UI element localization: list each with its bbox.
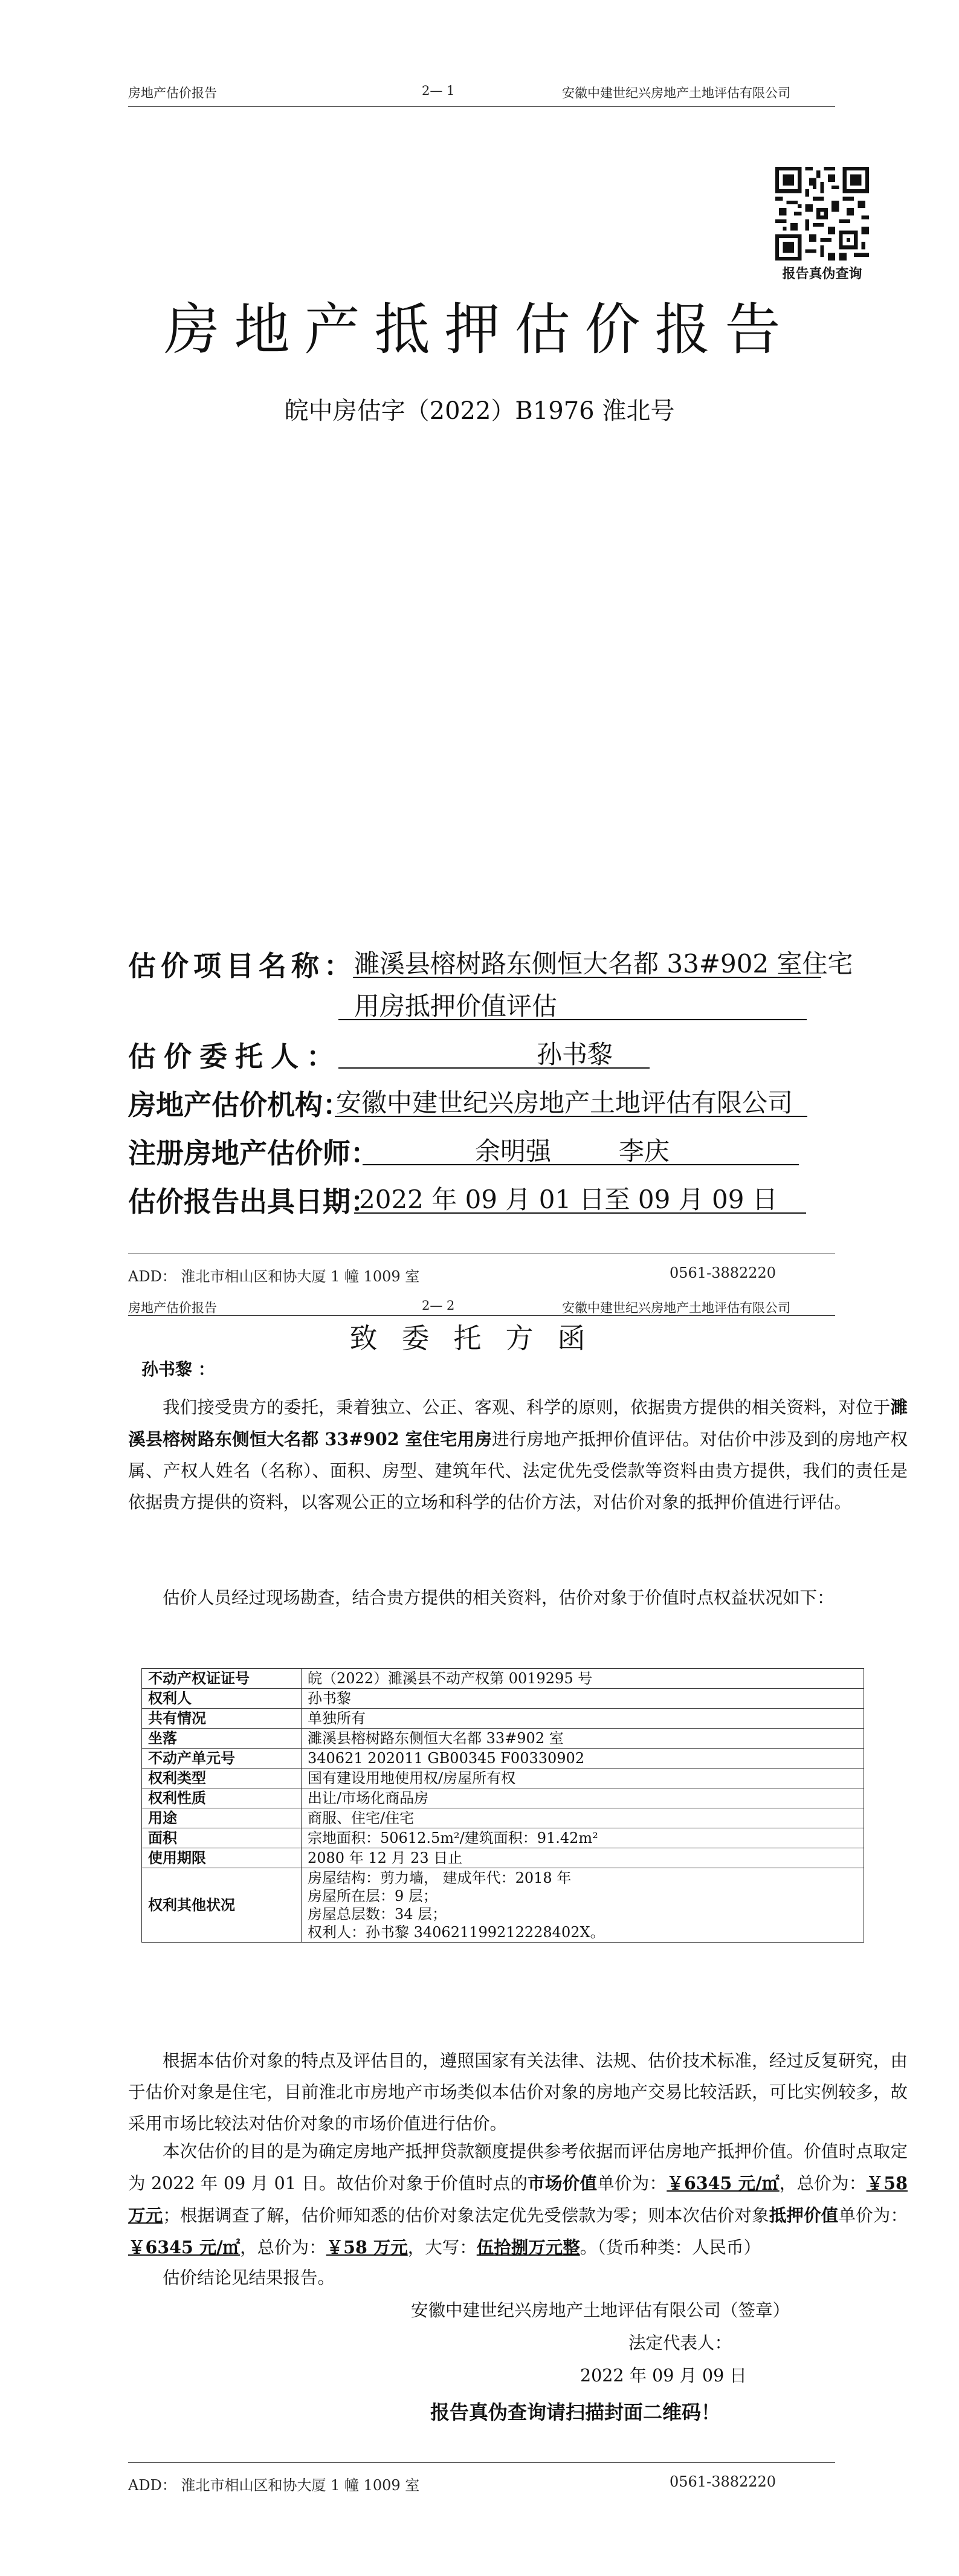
table-key-cell: 权利其他状况 — [142, 1868, 302, 1943]
table-value-line: 340621 202011 GB00345 F00330902 — [308, 1750, 585, 1767]
letter-paragraph-5: 估价结论见结果报告。 — [163, 2268, 335, 2288]
table-value-line: 国有建设用地使用权/房屋所有权 — [308, 1770, 516, 1787]
table-key-cell: 不动产单元号 — [142, 1749, 302, 1769]
page1-header-page-number: 2— 1 — [422, 83, 455, 98]
property-rights-table — [141, 1668, 864, 1943]
table-key-cell: 权利类型 — [142, 1769, 302, 1788]
project-name-underline-2 — [338, 1019, 807, 1020]
table-key-cell: 面积 — [142, 1828, 302, 1848]
verification-note: 报告真伪查询请扫描封面二维码！ — [430, 2401, 721, 2424]
table-value-line: 皖（2022）濉溪县不动产权第 0019295 号 — [308, 1670, 593, 1687]
project-name-line1: 濉溪县榕树路东侧恒大名都 33#902 室住宅 — [354, 949, 853, 979]
mortgage-value-label: 抵押价值 — [769, 2205, 839, 2225]
mortgage-total-price: ￥58 万元 — [326, 2237, 408, 2257]
market-total-price: ￥58 万元 — [128, 2173, 908, 2225]
letter-salutation: 孙书黎 ： — [141, 1359, 215, 1379]
report-date-label: 估价报告出具日期： — [128, 1185, 378, 1218]
table-value-cell — [302, 1689, 864, 1709]
page2-header-rule — [128, 1315, 835, 1316]
agency-name: 安徽中建世纪兴房地产土地评估有限公司 — [336, 1088, 793, 1118]
report-date-underline — [354, 1212, 806, 1214]
letter-paragraph-4: 本次估价的目的是为确定房地产抵押贷款额度提供参考依据而评估房地产抵押价值。价值时点取定为 2022 年 09 月 01 日。故估价对象于价值时点的市场价值单价为：￥6345 元/㎡，总价为：￥58 万元；根据调查了解，估价师知悉的估价对象法定优先受偿款为零；则本次估价对象抵押价值单价为：￥6345 元/㎡，总价为：￥58 万元，大写：伍拾捌万元整。（货币种类：人民币） — [128, 2141, 908, 2257]
table-row — [142, 1709, 864, 1729]
table-value-line: 宗地面积：50612.5m²/建筑面积：91.42m² — [308, 1830, 598, 1846]
project-name-underline-1 — [353, 977, 821, 978]
signature-date: 2022 年 09 月 09 日 — [580, 2366, 747, 2386]
table-value-line: 房屋所在层：9 层； — [308, 1888, 438, 1904]
mortgage-unit-price: ￥6345 元/㎡ — [128, 2237, 241, 2257]
report-title: 房地产抵押估价报告 — [164, 297, 795, 362]
table-key-cell: 使用期限 — [142, 1848, 302, 1868]
agency-underline — [335, 1116, 807, 1117]
property-address: 濉溪县榕树路东侧恒大名都 33#902 室住宅用房 — [128, 1397, 908, 1449]
table-key-cell: 不动产权证证号 — [142, 1669, 302, 1689]
page2-header-left: 房地产估价报告 — [128, 1301, 217, 1315]
table-value-line: 房屋总层数：34 层； — [308, 1906, 447, 1923]
page1-header-right: 安徽中建世纪兴房地产土地评估有限公司 — [562, 86, 790, 100]
table-value-cell — [302, 1709, 864, 1729]
table-key-cell: 权利人 — [142, 1689, 302, 1709]
table-value-line: 房屋结构：剪力墙， 建成年代：2018 年 — [308, 1869, 572, 1886]
table-row — [142, 1669, 864, 1689]
table-value-line: 2080 年 12 月 23 日止 — [308, 1849, 463, 1866]
page2-header-page-number: 2— 2 — [422, 1298, 455, 1313]
table-key-cell: 共有情况 — [142, 1709, 302, 1729]
table-value-cell — [302, 1868, 864, 1943]
table-row — [142, 1749, 864, 1769]
letter-title: 致委托方函 — [349, 1322, 610, 1354]
project-name-label: 估价项目名称： — [128, 950, 357, 982]
table-row — [142, 1808, 864, 1828]
table-value-cell — [302, 1769, 864, 1788]
letter-paragraph-1: 我们接受贵方的委托，秉着独立、公正、客观、科学的原则，依据贵方提供的相关资料，对位于濉溪县榕树路东侧恒大名都 33#902 室住宅用房进行房地产抵押价值评估。对估价中涉及到的房地产权属、产权人姓名（名称）、面积、房型、建筑年代、法定优先受偿款等资料由贵方提供，我们的责任是依据贵方提供的资料，以客观公正的立场和科学的估价方法，对估价对象的抵押价值进行评估。 — [128, 1397, 908, 1512]
client-name: 孙书黎 — [537, 1040, 613, 1069]
market-value-label: 市场价值 — [528, 2173, 598, 2193]
page2-footer-rule — [128, 2462, 835, 2463]
table-value-line: 孙书黎 — [308, 1690, 351, 1707]
table-value-cell — [302, 1808, 864, 1828]
table-value-cell — [302, 1788, 864, 1808]
appraiser-1: 余明强 — [475, 1136, 552, 1166]
report-date: 2022 年 09 月 01 日至 09 月 09 日 — [359, 1185, 778, 1214]
page2-footer-address: ADD： 淮北市相山区和协大厦 1 幢 1009 室 — [128, 2477, 420, 2494]
client-underline — [338, 1067, 650, 1069]
table-value-cell — [302, 1828, 864, 1848]
project-name-line2: 用房抵押价值评估 — [354, 991, 558, 1021]
client-label: 估价委托人： — [128, 1040, 342, 1073]
table-row — [142, 1828, 864, 1848]
table-key-cell: 坐落 — [142, 1729, 302, 1749]
appraiser-underline — [363, 1164, 799, 1165]
page1-footer-phone: 0561-3882220 — [670, 1264, 777, 1281]
appraiser-2: 李庆 — [619, 1136, 670, 1166]
table-value-line: 濉溪县榕树路东侧恒大名都 33#902 室 — [308, 1730, 564, 1747]
table-value-cell — [302, 1669, 864, 1689]
letter-paragraph-2: 估价人员经过现场勘查，结合贵方提供的相关资料，估价对象于价值时点权益状况如下： — [163, 1588, 835, 1608]
table-row — [142, 1868, 864, 1943]
letter-paragraph-3: 根据本估价对象的特点及评估目的，遵照国家有关法律、法规、估价技术标准，经过反复研究，由于估价对象是住宅，目前淮北市房地产市场类似本估价对象的房地产交易比较活跃，可比实例较多，故采用市场比较法对估价对象的市场价值进行估价。 — [128, 2051, 908, 2134]
table-value-cell — [302, 1848, 864, 1868]
qr-label: 报告真伪查询 — [782, 266, 862, 282]
mortgage-total-uppercase: 伍拾捌万元整 — [476, 2237, 580, 2257]
table-value-line: 权利人：孙书黎 340621199212228402X。 — [308, 1924, 605, 1941]
table-value-line: 单独所有 — [308, 1710, 366, 1727]
page1-header-rule — [128, 106, 835, 107]
signature-representative: 法定代表人： — [628, 2333, 732, 2353]
table-row — [142, 1848, 864, 1868]
table-value-cell — [302, 1729, 864, 1749]
table-row — [142, 1788, 864, 1808]
market-unit-price: ￥6345 元/㎡ — [667, 2173, 780, 2193]
table-value-cell — [302, 1749, 864, 1769]
qr-code-icon[interactable] — [775, 167, 869, 261]
agency-label: 房地产估价机构： — [128, 1089, 350, 1121]
signature-company: 安徽中建世纪兴房地产土地评估有限公司（签章） — [411, 2300, 790, 2320]
report-number: 皖中房估字（2022）B1976 淮北号 — [284, 397, 675, 425]
page1-header-left: 房地产估价报告 — [128, 86, 217, 100]
appraiser-label: 注册房地产估价师： — [128, 1137, 378, 1170]
page2-footer-phone: 0561-3882220 — [670, 2473, 777, 2490]
table-value-line: 商服、住宅/住宅 — [308, 1810, 415, 1827]
table-key-cell: 权利性质 — [142, 1788, 302, 1808]
table-row — [142, 1689, 864, 1709]
page2-header-right: 安徽中建世纪兴房地产土地评估有限公司 — [562, 1301, 790, 1315]
table-row — [142, 1729, 864, 1749]
page1-footer-address: ADD： 淮北市相山区和协大厦 1 幢 1009 室 — [128, 1268, 420, 1285]
table-key-cell: 用途 — [142, 1808, 302, 1828]
table-value-line: 出让/市场化商品房 — [308, 1790, 429, 1807]
table-row — [142, 1769, 864, 1788]
